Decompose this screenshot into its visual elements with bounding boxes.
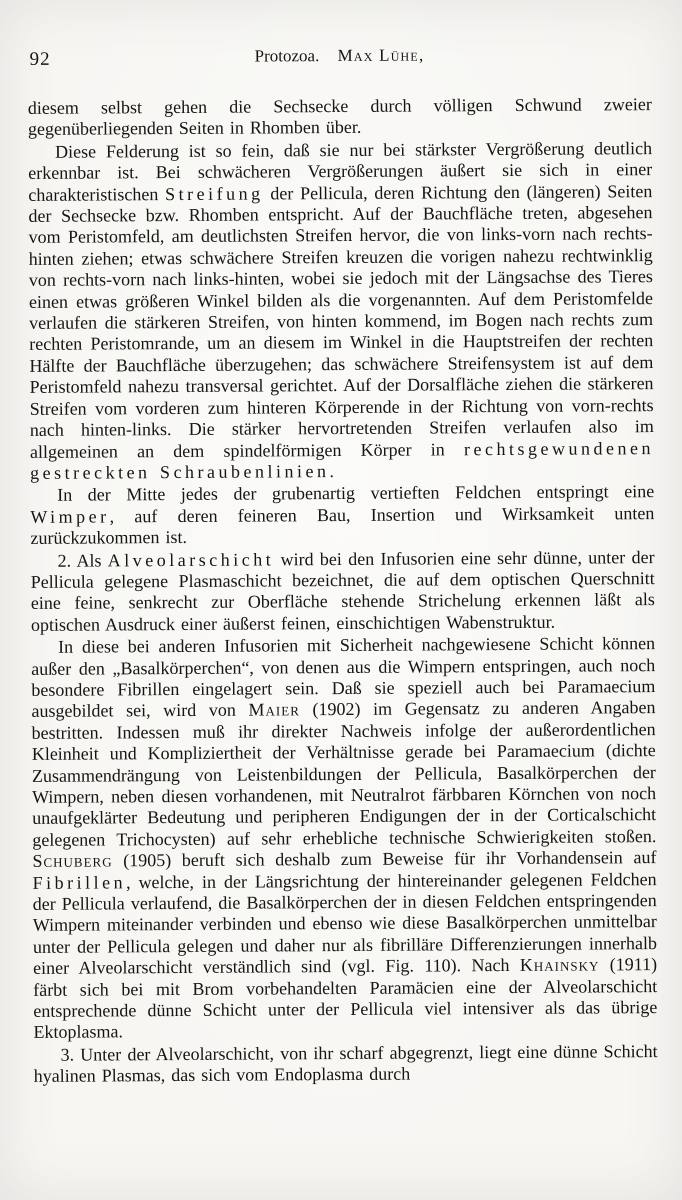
paragraph [34,1041,658,1088]
letterspaced-term: rechtsgewundenen gestreckten Schraubenlinien. [29,437,654,483]
letterspaced-term: Fibrillen [32,871,127,893]
text-run: diesem selbst gehen die Sechsecke durch völligen Schwund zweier gegenüberliegenden Seiten in Rhomben über. [27,94,652,140]
text-run: Diese Felderung ist so fein, daß sie nur bei stärkster Vergrößerung deutlich erkennbar ist. Bei schwächeren Vergrößerungen äußert sie sich in einer charakteristischen [28,137,653,205]
scanned-content [27,44,657,1087]
letterspaced-term: Wimper [30,506,110,527]
paragraph [28,94,652,141]
text-run: 3. Unter der Alveolarschicht, von ihr scharf abgegrenzt, liegt eine dünne Schicht hyalinen Plasmas, das sich vom Endoplasma durch [33,1040,658,1087]
running-author-name: Max Lühe, [337,45,425,66]
text-run: In diese bei anderen Infusorien mit Sicherheit nachgewiesene Schicht können außer den „Basalkörperchen“, von denen aus die Wimpern entspringen, auch noch besondere Fibrillen eingelagert sein. Daß sie speziell auch bei Paramaecium ausgebildet sei, wird von [31,633,656,722]
page-number: 92 [29,48,51,70]
running-title-text: Protozoa. [254,46,320,66]
author-citation: Maier [248,699,300,720]
page-text-block [28,94,658,1087]
text-run: (1902) im Gegensatz zu anderen Angaben bestritten. Indessen muß ihr direkter Nachweis infolge der außerordentlichen Kleinheit und Kompliziertheit der Verhältnisse gerade bei Paramaecium (dichte Zusammendrängung von Leistenbildungen der Pellicula, Basalkörperchen der Wimpern, neben diesen vorhandenen, mit Neutralrot färbbaren Körnchen von noch unaufgeklärter Bedeutung und peripheren Endigungen der in der Corticalschicht gelegenen Trichocysten) auf sehr erhebliche technische Schwierigkeiten stoßen. [31,697,657,850]
author-citation: Schuberg [32,850,113,872]
text-run: , welche, in der Längsrichtung der hintereinander gelegenen Feldchen der Pellicula verlaufend, die Basalkörperchen der in diesen Feldchen entspringenden Wimpern miteinander verbinden und ebenso wie diese Basalkörperchen unmittelbar unter der Pellicula gelegen und daher nur als fibrilläre Differenzierungen innerhalb einer Alveolarschicht verständlich sind (vgl. Fig. 110). Nach [32,868,658,979]
text-run: (1905) beruft sich deshalb zum Beweise für ihr Vorhandensein auf [112,847,657,871]
letterspaced-term: Streifung [165,183,264,204]
text-run: wird bei den Infusorien eine sehr dünne, unter der Pellicula gelegene Plasmaschicht bezeichnet, die auf dem optischen Querschnitt eine feine, senkrecht zur Oberfläche stehende Strichelung erkennen läßt als optischen Ausdruck einer äußerst feinen, einschichtigen Wabenstruktur. [30,546,655,635]
text-run: (1911) färbt sich bei mit Brom vorbehandelten Paramäcien eine der Alveolarschicht entsprechende dünne Schicht unter der Pellicula viel intensiver als das übrige Ektoplasma. [33,954,658,1043]
paragraph [28,138,654,484]
text-run: , auf deren feineren Bau, Insertion und Wirksamkeit unten zurückzukommen ist. [30,502,655,549]
running-header [27,44,651,74]
letterspaced-term: Alveolarschicht [107,548,275,570]
text-run: 2. Als [57,549,108,571]
paragraph [30,481,654,549]
paragraph [31,547,656,636]
author-citation: Khainsky [519,954,600,976]
paragraph [31,633,657,1044]
running-title [27,44,651,68]
text-run: der Pellicula, deren Richtung den (längeren) Seiten der Sechsecke bzw. Rhomben entspricht. Auf der Bauchfläche treten, abgesehen vom Peristomfeld, am deutlichsten Streifen hervor, die von links-vorn nach rechts-hinten ziehen; etwas schwächere Streifen kreuzen die vorigen nahezu rechtwinklig von rechts-vorn nach links-hinten, wobei sie jedoch mit der Längsachse des Tieres einen etwas größeren Winkel bilden als die vorgenannten. Auf dem Peristomfelde verlaufen die stärkeren Streifen, von hinten kommend, im Bogen nach rechts zum rechten Peristomrande, um an diesem im Winkel in die Hauptstreifen der rechten Hälfte der Bauchfläche überzugehen; das schwächere Streifensystem ist auf dem Peristomfeld nahezu transversal gerichtet. Auf der Dorsalfläche ziehen die stärkeren Streifen vom vorderen zum hinteren Körperende in der Richtung von vorn-rechts nach hinten-links. Die stärker hervortretenden Streifen verlaufen also im allgemeinen an dem spindelförmigen Körper in [28,180,654,462]
text-run: In der Mitte jedes der grubenartig vertieften Feldchen entspringt eine [57,481,655,506]
